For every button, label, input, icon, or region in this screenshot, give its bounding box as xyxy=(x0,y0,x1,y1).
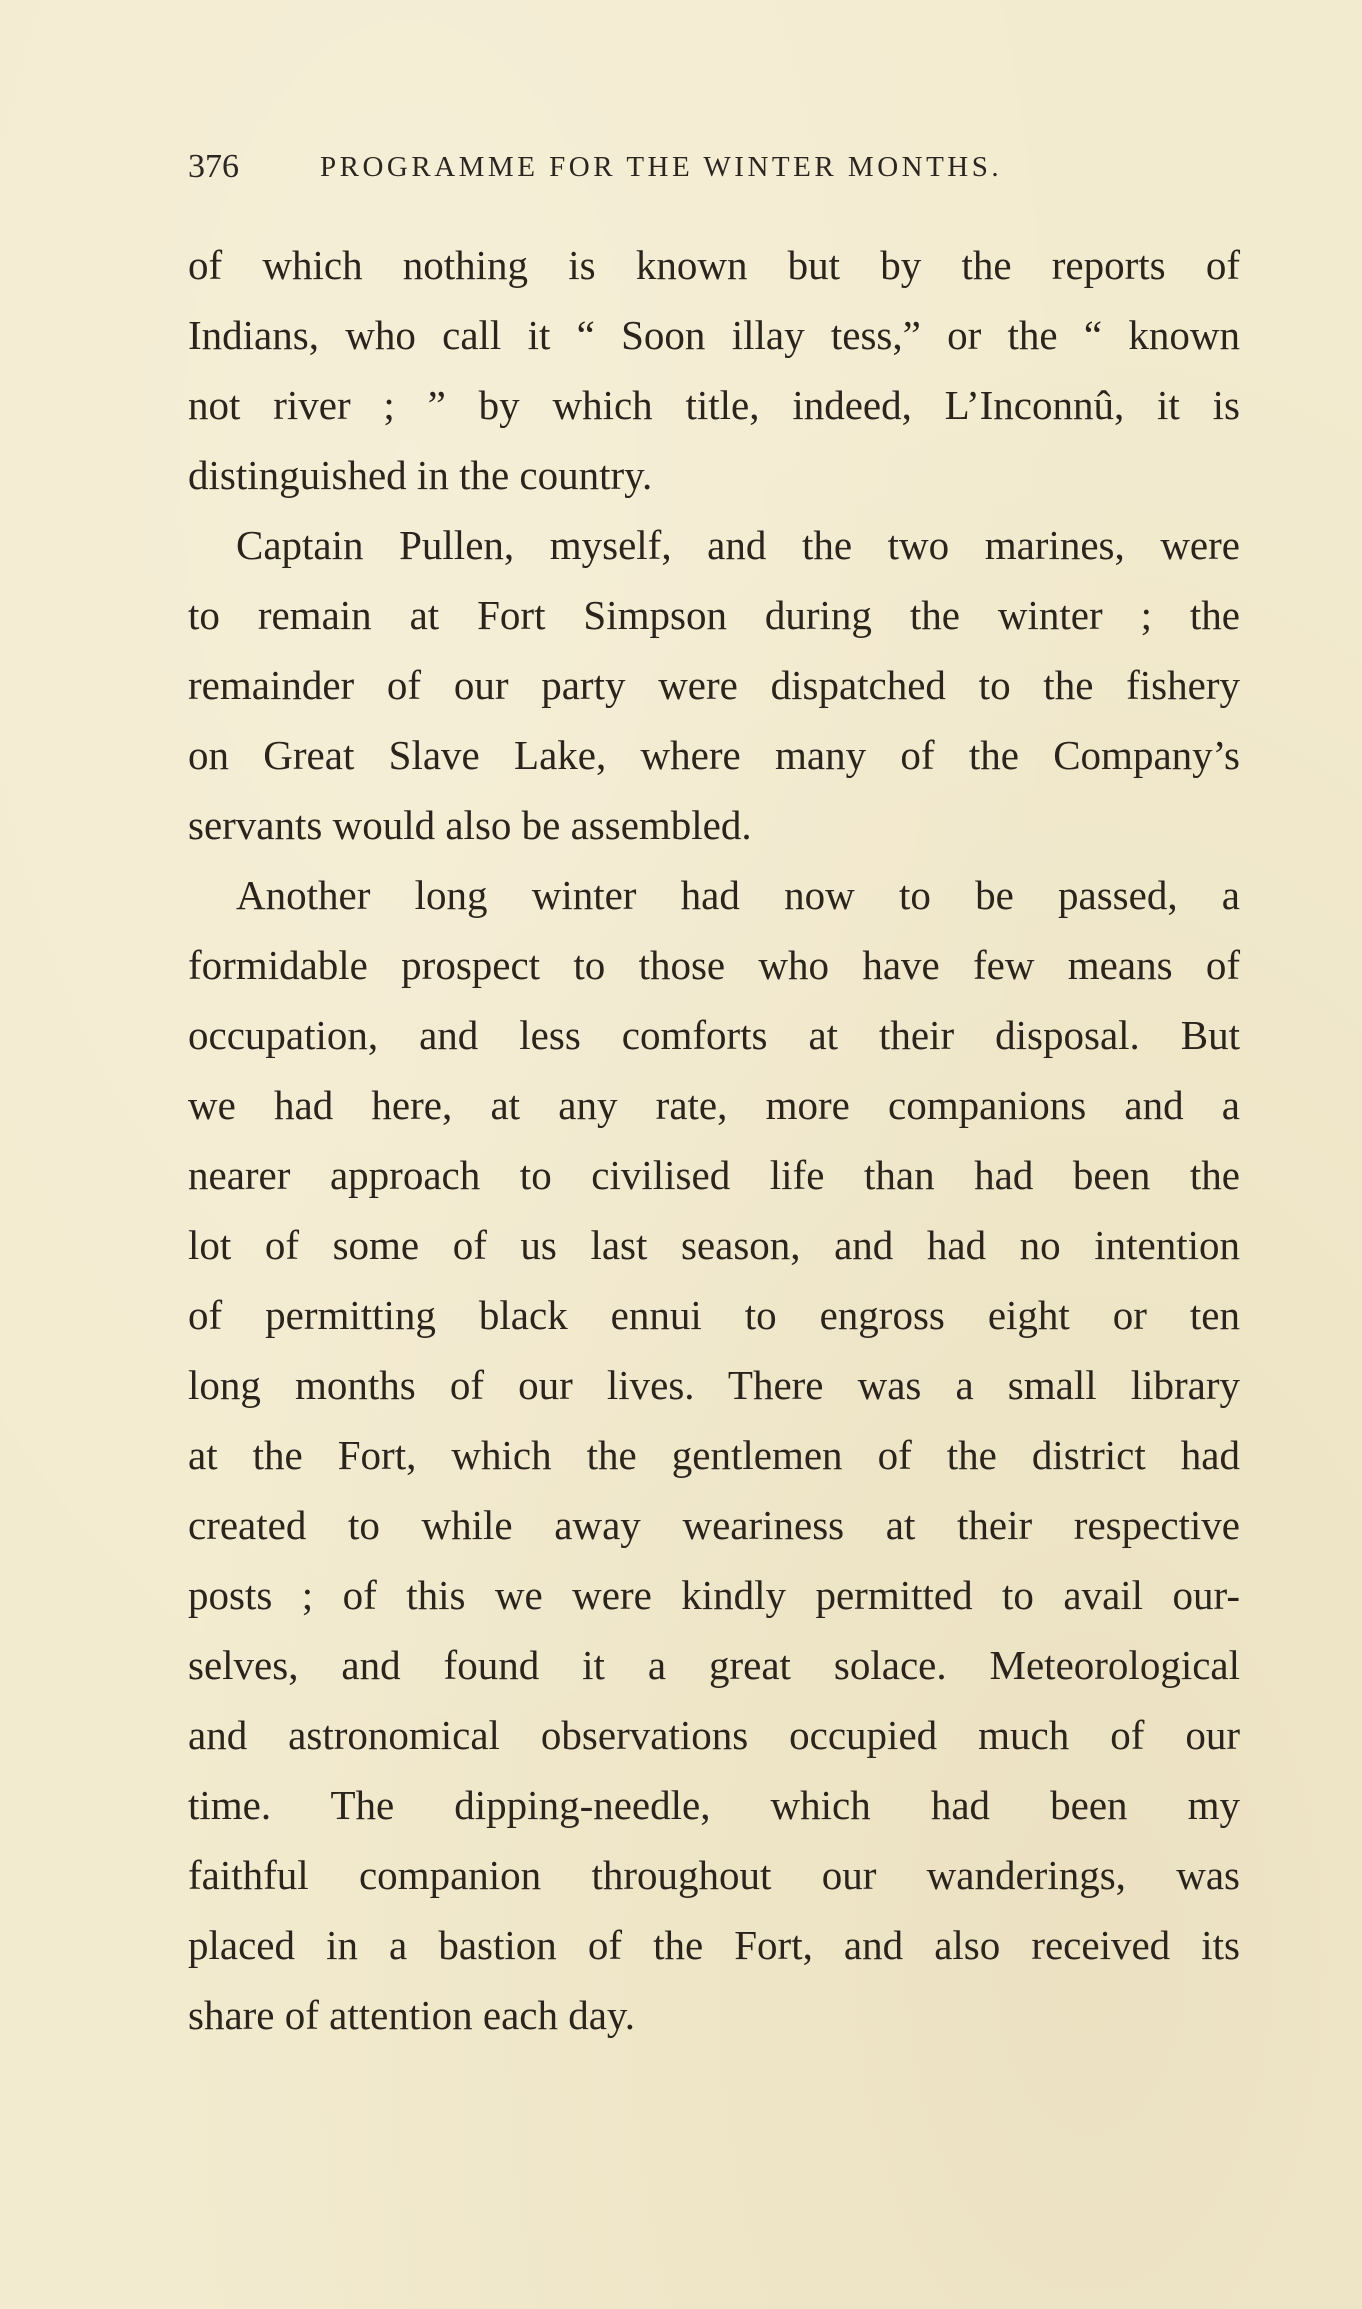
text-line: faithful companion throughout our wanderings, was xyxy=(188,1852,1240,1898)
text-line: and astronomical observations occupied much of our xyxy=(188,1712,1240,1758)
paragraph-2 xyxy=(188,510,1240,860)
text-line: Indians, who call it “ Soon illay tess,” or the “ known xyxy=(188,312,1240,358)
text-line: remainder of our party were dispatched to the fishery xyxy=(188,662,1240,708)
text-line: to remain at Fort Simpson during the winter ; the xyxy=(188,592,1240,638)
text-line: formidable prospect to those who have few means of xyxy=(188,942,1240,988)
text-line: lot of some of us last season, and had no intention xyxy=(188,1222,1240,1268)
text-line: placed in a bastion of the Fort, and also received its xyxy=(188,1922,1240,1968)
text-line: Another long winter had now to be passed, a xyxy=(236,872,1240,918)
text-line: occupation, and less comforts at their disposal. But xyxy=(188,1012,1240,1058)
page-number: 376 xyxy=(188,148,239,185)
text-line: distinguished in the country. xyxy=(188,452,653,498)
text-line: we had here, at any rate, more companions and a xyxy=(188,1082,1240,1128)
paragraph-3 xyxy=(188,860,1240,2050)
text-line: on Great Slave Lake, where many of the Company’s xyxy=(188,732,1240,778)
text-line: Captain Pullen, myself, and the two marines, were xyxy=(236,522,1240,568)
page-header xyxy=(188,148,1238,188)
text-line: at the Fort, which the gentlemen of the district had xyxy=(188,1432,1240,1478)
paragraph-1 xyxy=(188,230,1240,510)
body-text xyxy=(188,230,1240,2050)
text-line: not river ; ” by which title, indeed, L’Inconnû, it is xyxy=(188,382,1240,428)
text-line: nearer approach to civilised life than had been the xyxy=(188,1152,1240,1198)
running-title: PROGRAMME FOR THE WINTER MONTHS. xyxy=(320,151,1003,183)
text-line: time. The dipping-needle, which had been my xyxy=(188,1782,1240,1828)
text-line: of permitting black ennui to engross eight or ten xyxy=(188,1292,1240,1338)
text-line: servants would also be assembled. xyxy=(188,802,752,848)
text-line: share of attention each day. xyxy=(188,1992,635,2038)
text-line: created to while away weariness at their respective xyxy=(188,1502,1240,1548)
text-line: of which nothing is known but by the reports of xyxy=(188,242,1240,288)
text-line: posts ; of this we were kindly permitted to avail our- xyxy=(188,1572,1240,1618)
text-line: long months of our lives. There was a small library xyxy=(188,1362,1240,1408)
text-line: selves, and found it a great solace. Meteorological xyxy=(188,1642,1240,1688)
